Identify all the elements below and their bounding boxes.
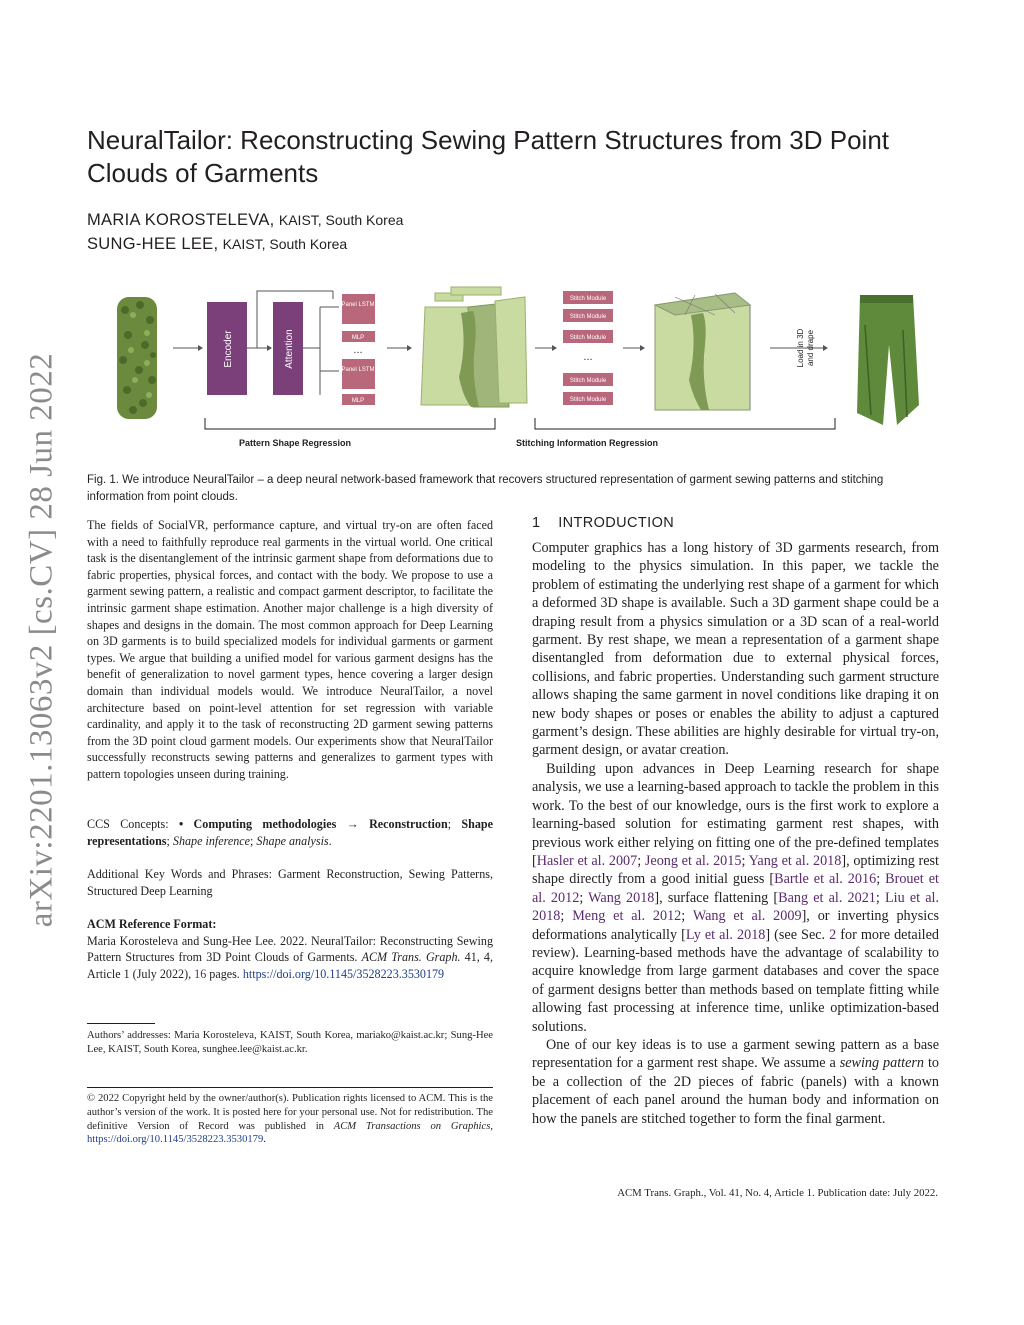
- panel-lstm-label: Panel LSTM: [341, 367, 375, 373]
- citation[interactable]: Liu et al. 2018: [532, 889, 939, 925]
- encoder-label: Encoder: [223, 330, 234, 368]
- intro-paragraph-1: Computer graphics has a long history of 3D garments research, from modeling to the physics simulation. In this paper, we tackle the problem of estimating the underlying rest shape of a garment for which a deformed 3D shape is available. Such a 3D garment shape could be a draping result from a physics simulation or a 3D scan of a real-world garment. By rest shape, we mean a representation of a garment shape disentangled from deformation due to external physical forces, collisions, and fabric properties. Understanding such garment structure allows shaping the same garment in novel conditions like draping it on new body shapes or poses or enables the ability to adjust a captured garment’s design. These abilities are highly desirable for virtual try-on, garment design, or avatar creation.: [532, 540, 939, 759]
- section-number: 1: [532, 515, 541, 531]
- point-cloud-image: [117, 297, 157, 419]
- author-affiliation: KAIST, South Korea: [278, 212, 404, 228]
- teaser-figure: [95, 285, 945, 455]
- title-line-1: NeuralTailor: Reconstructing Sewing Pattern Structures from 3D Point: [87, 125, 890, 155]
- reference-text: Maria Korosteleva and Sung-Hee Lee. 2022. NeuralTailor: Reconstructing Sewing Pattern Structures from 3D Point Clouds of Garments. ACM Trans. Graph. 41, 4, Article 1 (July 2022), 16 pages. https://doi.org/10.1145/3528223.3530179: [87, 933, 493, 981]
- arxiv-id: arXiv:2201.13063v2 [cs.CV] 28 Jun 2022: [23, 352, 60, 928]
- citation[interactable]: Jeong et al. 2015: [644, 852, 742, 869]
- svg-text:Stitch Module: Stitch Module: [569, 335, 607, 341]
- abstract: The fields of SocialVR, performance capture, and virtual try-on are often faced with a need to faithfully reproduce real garments in the virtual world. One critical task is the disentanglement of the intrinsic garment shape from deformations due to fabric properties, physical forces, and contact with the body. We propose to use a garment sewing pattern, a realistic and compact garment descriptor, to facilitate the intrinsic garment shape estimation. Another major challenge is a high diversity of shapes and designs in the domain. The most common approach for Deep Learning on 3D garments is to build specialized models for individual garments or garment types. We argue that building a unified model for various garment designs has the benefit of generalization to novel garment types, hence covering a larger design domain than individual models would. We introduce NeuralTailor, a novel architecture based on point-level attention for set regression with variable cardinality, and apply it to the task of reconstructing 2D garment sewing patterns from the 3D point cloud garment models. Our experiments show that NeuralTailor successfully reconstructs sewing patterns and generalizes to garment types with pattern topologies unseen during training.: [87, 518, 493, 781]
- citation[interactable]: Meng et al. 2012: [572, 908, 682, 925]
- title-line-2: Clouds of Garments: [87, 158, 319, 188]
- load-label-1: Load in 3D: [796, 328, 805, 368]
- ellipsis: ...: [353, 344, 363, 356]
- copyright-notice: © 2022 Copyright held by the owner/author(s). Publication rights licensed to ACM. This is the author’s version of the work. It is posted here for your personal use. Not for redistribution. The definitive Version of Record was published in ACM Transactions on Graphics, https://doi.org/10.1145/3528223.3530179.: [87, 1093, 493, 1146]
- arxiv-stamp: [12, 320, 72, 960]
- intro-paragraph-2: Building upon advances in Deep Learning research for shape analysis, we use a learning-based approach to tackle the problem in this work. To the best of our knowledge, ours is the first work to explore a learning-based solution for estimating garment rest shapes, with previous work either relying on fitting one of the pre-defined templates [Hasler et al. 2007; Jeong et al. 2015; Yang et al. 2018], optimizing rest shape directly from a good initial guess [Bartle et al. 2016; Brouet et al. 2012; Wang 2018], surface flattening [Bang et al. 2021; Liu et al. 2018; Meng et al. 2012; Wang et al. 2009], or inverting physics deformations analytically [Ly et al. 2018] (see Sec. 2 for more detailed review). Learning-based methods have the advantage of scalability to acquire knowledge from large garment databases and cover the space of garment designs better than methods based on template fitting while allowing fast processing at inference time, unlike optimization-based solutions.: [532, 760, 940, 1035]
- citation[interactable]: Wang et al. 2009: [692, 908, 802, 925]
- mlp-label: MLP: [351, 398, 365, 404]
- author-name: SUNG-HEE LEE,: [87, 235, 219, 253]
- ccs-concepts: CCS Concepts: • Computing methodologies → Reconstruction; Shape representations; Shape inference; Shape analysis.: [87, 817, 493, 848]
- load-label-2: and drape: [806, 329, 815, 367]
- intro-body: [532, 539, 939, 1128]
- author-affiliation: KAIST, South Korea: [222, 236, 348, 252]
- citation[interactable]: Bang et al. 2021: [778, 889, 876, 906]
- panel-lstm-label: Panel LSTM: [341, 302, 375, 308]
- stitched-pattern-image: [655, 293, 750, 410]
- page-footer: ACM Trans. Graph., Vol. 41, No. 4, Article 1. Publication date: July 2022.: [617, 1187, 938, 1199]
- citation[interactable]: Brouet et al. 2012: [532, 871, 939, 906]
- reference-heading: ACM Reference Format:: [87, 917, 217, 931]
- svg-text:Stitch Module: Stitch Module: [569, 296, 607, 302]
- author-name: MARIA KOROSTELEVA,: [87, 211, 275, 229]
- pattern-shape-regression-label: Pattern Shape Regression: [238, 438, 352, 448]
- svg-text:Stitch Module: Stitch Module: [569, 397, 607, 403]
- citation[interactable]: Hasler et al. 2007: [536, 852, 638, 869]
- mlp-label: MLP: [351, 335, 365, 341]
- citation[interactable]: Yang et al. 2018: [748, 852, 842, 869]
- svg-text:Stitch Module: Stitch Module: [569, 378, 607, 384]
- copyright-doi-link[interactable]: https://doi.org/10.1145/3528223.3530179: [87, 1134, 264, 1146]
- stitch-modules: [563, 291, 613, 405]
- copyright-rule: [87, 1087, 493, 1088]
- stitching-info-regression-label: Stitching Information Regression: [515, 438, 659, 448]
- keywords: Additional Key Words and Phrases: Garment Reconstruction, Sewing Patterns, Structured Deep Learning: [87, 867, 493, 898]
- sewing-pattern-image: [421, 287, 527, 407]
- svg-text:...: ...: [583, 351, 593, 363]
- draped-pants-image: [857, 295, 919, 425]
- pages-link[interactable]: 16: [194, 966, 207, 981]
- doi-link[interactable]: https://doi.org/10.1145/3528223.3530179: [242, 966, 445, 981]
- footnote-rule: [87, 1023, 155, 1024]
- reference-format: [87, 916, 493, 982]
- author-addresses: Authors’ addresses: Maria Korosteleva, KAIST, South Korea, mariako@kaist.ac.kr; Sung-Hee Lee, KAIST, South Korea, sunghee.lee@kaist.ac.kr.: [87, 1030, 493, 1055]
- svg-text:Stitch Module: Stitch Module: [569, 314, 607, 320]
- panel-lstm-2: [342, 359, 375, 389]
- citation[interactable]: Wang 2018: [588, 889, 655, 906]
- intro-paragraph-3: One of our key ideas is to use a garment sewing pattern as a base representation for a garment rest shape. We assume a sewing pattern to be a collection of the 2D pieces of fabric (panels) with a known placement of each panel around the human body and information on how the panels are stitched together to form the final garment.: [532, 1036, 939, 1127]
- figure-caption: Fig. 1. We introduce NeuralTailor – a deep neural network-based framework that recovers structured representation of garment sewing patterns and stitching information from point clouds.: [87, 474, 884, 503]
- section-link[interactable]: 2: [829, 926, 837, 943]
- paper-title: [87, 124, 947, 190]
- attention-label: Attention: [284, 329, 295, 369]
- citation[interactable]: Ly et al. 2018: [685, 926, 766, 943]
- section-heading: [532, 515, 674, 531]
- author-1: [87, 211, 403, 230]
- panel-lstm-1: [342, 294, 375, 324]
- author-2: [87, 235, 347, 254]
- citation[interactable]: Bartle et al. 2016: [774, 871, 877, 888]
- section-title: INTRODUCTION: [558, 515, 675, 531]
